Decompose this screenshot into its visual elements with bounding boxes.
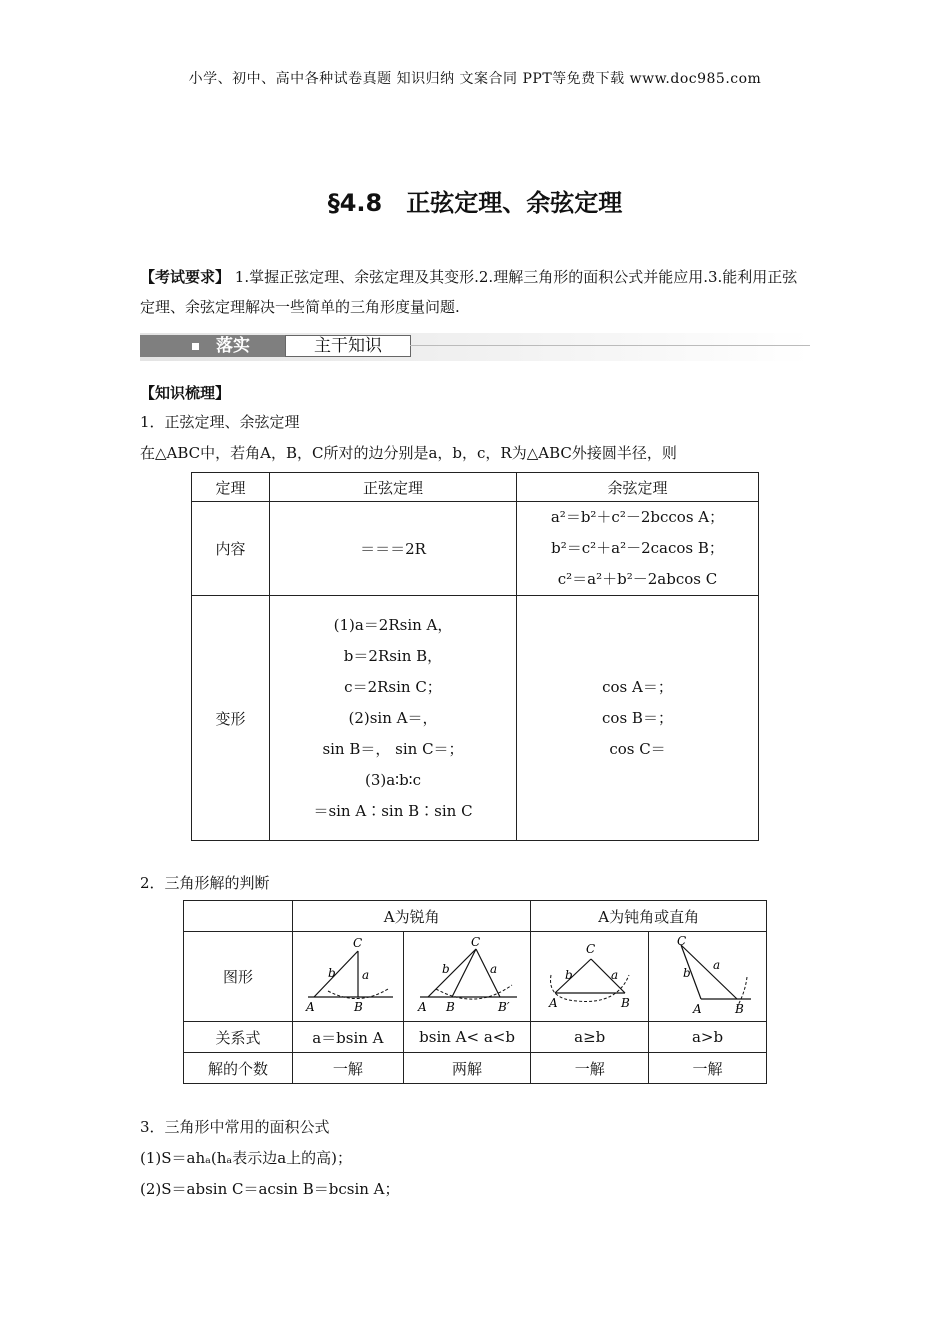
row-content-label: 内容	[192, 502, 270, 596]
triangle-obtuse-diagram	[653, 935, 763, 1015]
banner-divider	[410, 345, 810, 346]
banner-square-icon	[192, 343, 199, 350]
count-cell: 一解	[531, 1053, 649, 1084]
cosine-law-content	[517, 502, 759, 596]
cosine-formula-c: c²＝a²＋b²－2abcos C	[557, 570, 718, 588]
svg-text:a: a	[361, 967, 370, 982]
svg-text:C: C	[586, 941, 596, 956]
cos-variant: cos C＝	[609, 739, 666, 758]
item1-intro: 在△ABC中，若角A，B，C所对的边分别是a，b，c，R为△ABC外接圆半径，则	[140, 444, 677, 462]
svg-text:A: A	[418, 999, 427, 1014]
relation-cell: bsin A< a<b	[403, 1022, 531, 1053]
triangle-one-solution-diagram	[298, 935, 398, 1015]
header-obtuse: A为钝角或直角	[531, 901, 767, 932]
header-theorem: 定理	[192, 473, 270, 502]
cos-variant: cos A＝；	[602, 677, 673, 696]
solution-count-table	[183, 900, 767, 1084]
figure-right-angle	[292, 932, 403, 1022]
cos-variant: cos B＝；	[602, 708, 673, 727]
svg-text:A: A	[549, 995, 558, 1010]
sine-variant: ＝sin A∶sin B∶sin C	[313, 801, 473, 820]
item2-title: 2．三角形解的判断	[140, 874, 270, 892]
section-banner	[140, 333, 810, 361]
svg-text:B: B	[621, 995, 631, 1010]
exam-requirements	[140, 262, 812, 322]
sine-variant: b＝2Rsin B，	[343, 646, 443, 665]
area-formula-2: (2)S＝absin C＝acsin B＝bcsin A；	[140, 1180, 400, 1198]
sine-variant: (1)a＝2Rsin A，	[333, 615, 453, 634]
header-sine-law: 正弦定理	[270, 473, 517, 502]
relation-cell: a≥b	[531, 1022, 649, 1053]
figure-obtuse	[649, 932, 767, 1022]
row-relation-label: 关系式	[184, 1022, 293, 1053]
sine-variant: sin B＝， sin C＝；	[322, 739, 464, 758]
svg-text:A: A	[305, 999, 315, 1014]
triangle-two-solutions-diagram	[412, 935, 522, 1015]
exam-req-text: 1.掌握正弦定理、余弦定理及其变形.2.理解三角形的面积公式并能应用.3.能利用正弦定理、余弦定理解决一些简单的三角形度量问题.	[140, 268, 798, 316]
row-figure-label: 图形	[184, 932, 293, 1022]
sine-variant: c＝2Rsin C；	[344, 677, 442, 696]
item1-title: 1．正弦定理、余弦定理	[140, 413, 300, 431]
cosine-formula-b: b²＝c²＋a²－2cacos B；	[551, 539, 724, 557]
cosine-law-variants	[517, 596, 759, 841]
row-count-label: 解的个数	[184, 1053, 293, 1084]
sine-variant: (3)a∶b∶c	[364, 770, 421, 789]
figure-acute-ge	[531, 932, 649, 1022]
svg-text:b: b	[327, 965, 336, 980]
exam-req-label: 【考试要求】	[140, 268, 231, 286]
svg-text:C: C	[471, 934, 481, 949]
svg-text:B: B	[734, 1001, 744, 1015]
svg-text:b: b	[565, 967, 573, 982]
svg-text:b: b	[682, 965, 691, 980]
page-title: §4.8 正弦定理、余弦定理	[327, 189, 623, 217]
relation-cell: a>b	[649, 1022, 767, 1053]
relation-cell: a＝bsin A	[292, 1022, 403, 1053]
count-cell: 两解	[403, 1053, 531, 1084]
sine-law-variants	[270, 596, 517, 841]
sine-variant: (2)sin A＝，	[348, 708, 438, 727]
cosine-formula-a: a²＝b²＋c²－2bccos A；	[550, 508, 725, 526]
page-header: 小学、初中、高中各种试卷真题 知识归纳 文案合同 PPT等免费下载 www.doc985.com	[188, 71, 762, 87]
svg-text:B′: B′	[498, 999, 510, 1014]
svg-text:A: A	[692, 1001, 702, 1015]
area-formula-1: (1)S＝ahₐ(hₐ表示边a上的高)；	[140, 1149, 353, 1167]
svg-text:a: a	[611, 967, 619, 982]
header-cosine-law: 余弦定理	[517, 473, 759, 502]
svg-text:a: a	[712, 957, 720, 972]
sine-law-content: ＝＝＝2R	[270, 502, 517, 596]
banner-left-label: 落实	[216, 336, 250, 356]
svg-text:b: b	[442, 961, 450, 976]
row-variant-label: 变形	[192, 596, 270, 841]
svg-text:C: C	[352, 935, 363, 950]
svg-text:B: B	[353, 999, 363, 1014]
svg-text:B: B	[446, 999, 455, 1014]
figure-two-solutions	[403, 932, 531, 1022]
item3-title: 3．三角形中常用的面积公式	[140, 1118, 330, 1136]
banner-right-label: 主干知识	[285, 335, 411, 357]
svg-text:a: a	[490, 961, 498, 976]
count-cell: 一解	[292, 1053, 403, 1084]
count-cell: 一解	[649, 1053, 767, 1084]
header-acute: A为锐角	[292, 901, 530, 932]
triangle-a-ge-b-diagram	[537, 935, 642, 1015]
corner-cell	[184, 901, 293, 932]
section-heading: 【知识梳理】	[140, 384, 231, 402]
svg-text:C: C	[676, 934, 686, 948]
theorem-table	[191, 472, 759, 841]
